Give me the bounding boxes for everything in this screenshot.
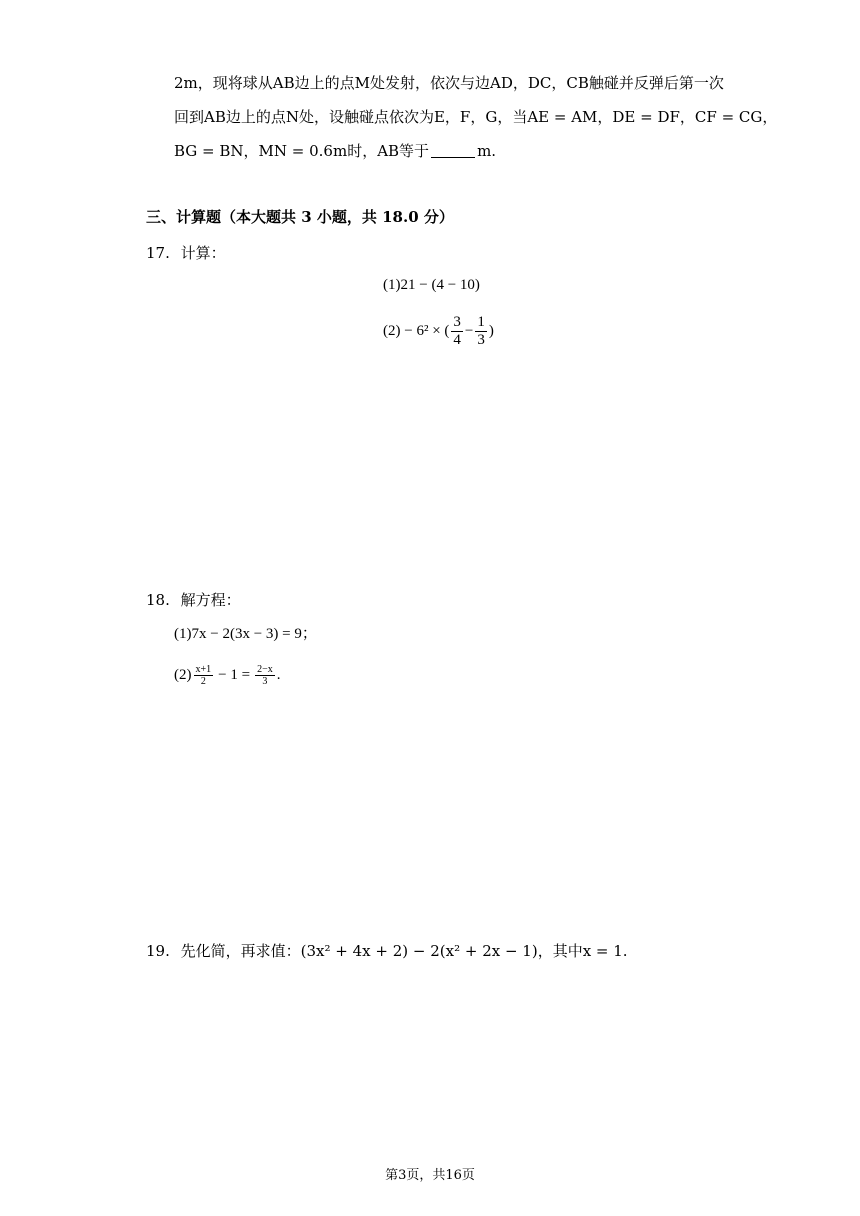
q16-line-2 xyxy=(174,107,777,127)
q18-fraction-2 xyxy=(255,664,275,687)
fraction-denominator: 2 xyxy=(200,676,206,688)
q19-text: 先化简，再求值：(3x² + 4x + 2) − 2(x² + 2x − 1)，其中x = 1. xyxy=(180,942,628,960)
answer-blank[interactable] xyxy=(431,143,475,158)
q16-text-2: 回到AB边上的点N处，设触碰点依次为E，F，G，当AE = AM，DE = DF，CF = CG， xyxy=(174,108,778,126)
q18-equation-2-middle: − 1 = xyxy=(218,667,251,683)
q18-equation-2-prefix: (2) xyxy=(174,667,192,683)
q17-fraction-2 xyxy=(475,314,487,349)
section-heading-text: 三、计算题（本大题共 3 小题，共 18.0 分） xyxy=(146,208,454,226)
q18-equation-2-suffix: . xyxy=(276,667,281,683)
fraction-denominator: 3 xyxy=(262,676,268,688)
fraction-denominator: 3 xyxy=(477,332,485,349)
q18-part2 xyxy=(174,660,280,690)
page-number: 第3页，共16页 xyxy=(385,1168,475,1183)
q18-prompt xyxy=(146,590,241,610)
q18-number: 18. xyxy=(146,591,170,609)
minus-sign: − xyxy=(464,323,474,339)
q17-part1 xyxy=(383,275,480,295)
q17-expression-2-prefix: (2) − 6² × ( xyxy=(383,323,450,339)
q18-equation-1: (1)7x − 2(3x − 3) = 9； xyxy=(174,626,317,642)
q18-prompt-text: 解方程： xyxy=(180,591,241,609)
fraction-numerator: 2−x xyxy=(257,664,273,676)
fraction-numerator: 1 xyxy=(477,314,485,331)
q17-prompt xyxy=(146,243,226,263)
q16-text-1: 2m，现将球从AB边上的点M处发射，依次与边AD，DC，CB触碰并反弹后第一次 xyxy=(174,74,724,92)
fraction-denominator: 4 xyxy=(453,332,461,349)
q16-text-3: BG = BN，MN = 0.6m时，AB等于 xyxy=(174,142,430,160)
fraction-numerator: 3 xyxy=(453,314,461,331)
q17-prompt-text: 计算： xyxy=(180,244,226,262)
page-footer xyxy=(0,1164,860,1183)
q16-line-3 xyxy=(174,141,496,161)
fraction-numerator: x+1 xyxy=(195,664,212,676)
q17-fraction-1 xyxy=(451,314,463,349)
q17-part2 xyxy=(383,312,494,350)
q17-expression-2-suffix: ) xyxy=(488,323,494,339)
q16-unit: m. xyxy=(477,142,497,160)
q18-part1 xyxy=(174,624,317,644)
q16-line-1 xyxy=(174,73,724,93)
q19-line xyxy=(146,941,628,961)
q19-number: 19. xyxy=(146,942,170,960)
q17-number: 17. xyxy=(146,244,170,262)
q18-fraction-1 xyxy=(194,664,214,687)
section-heading xyxy=(146,207,454,227)
q17-expression-1: (1)21 − (4 − 10) xyxy=(383,277,480,293)
